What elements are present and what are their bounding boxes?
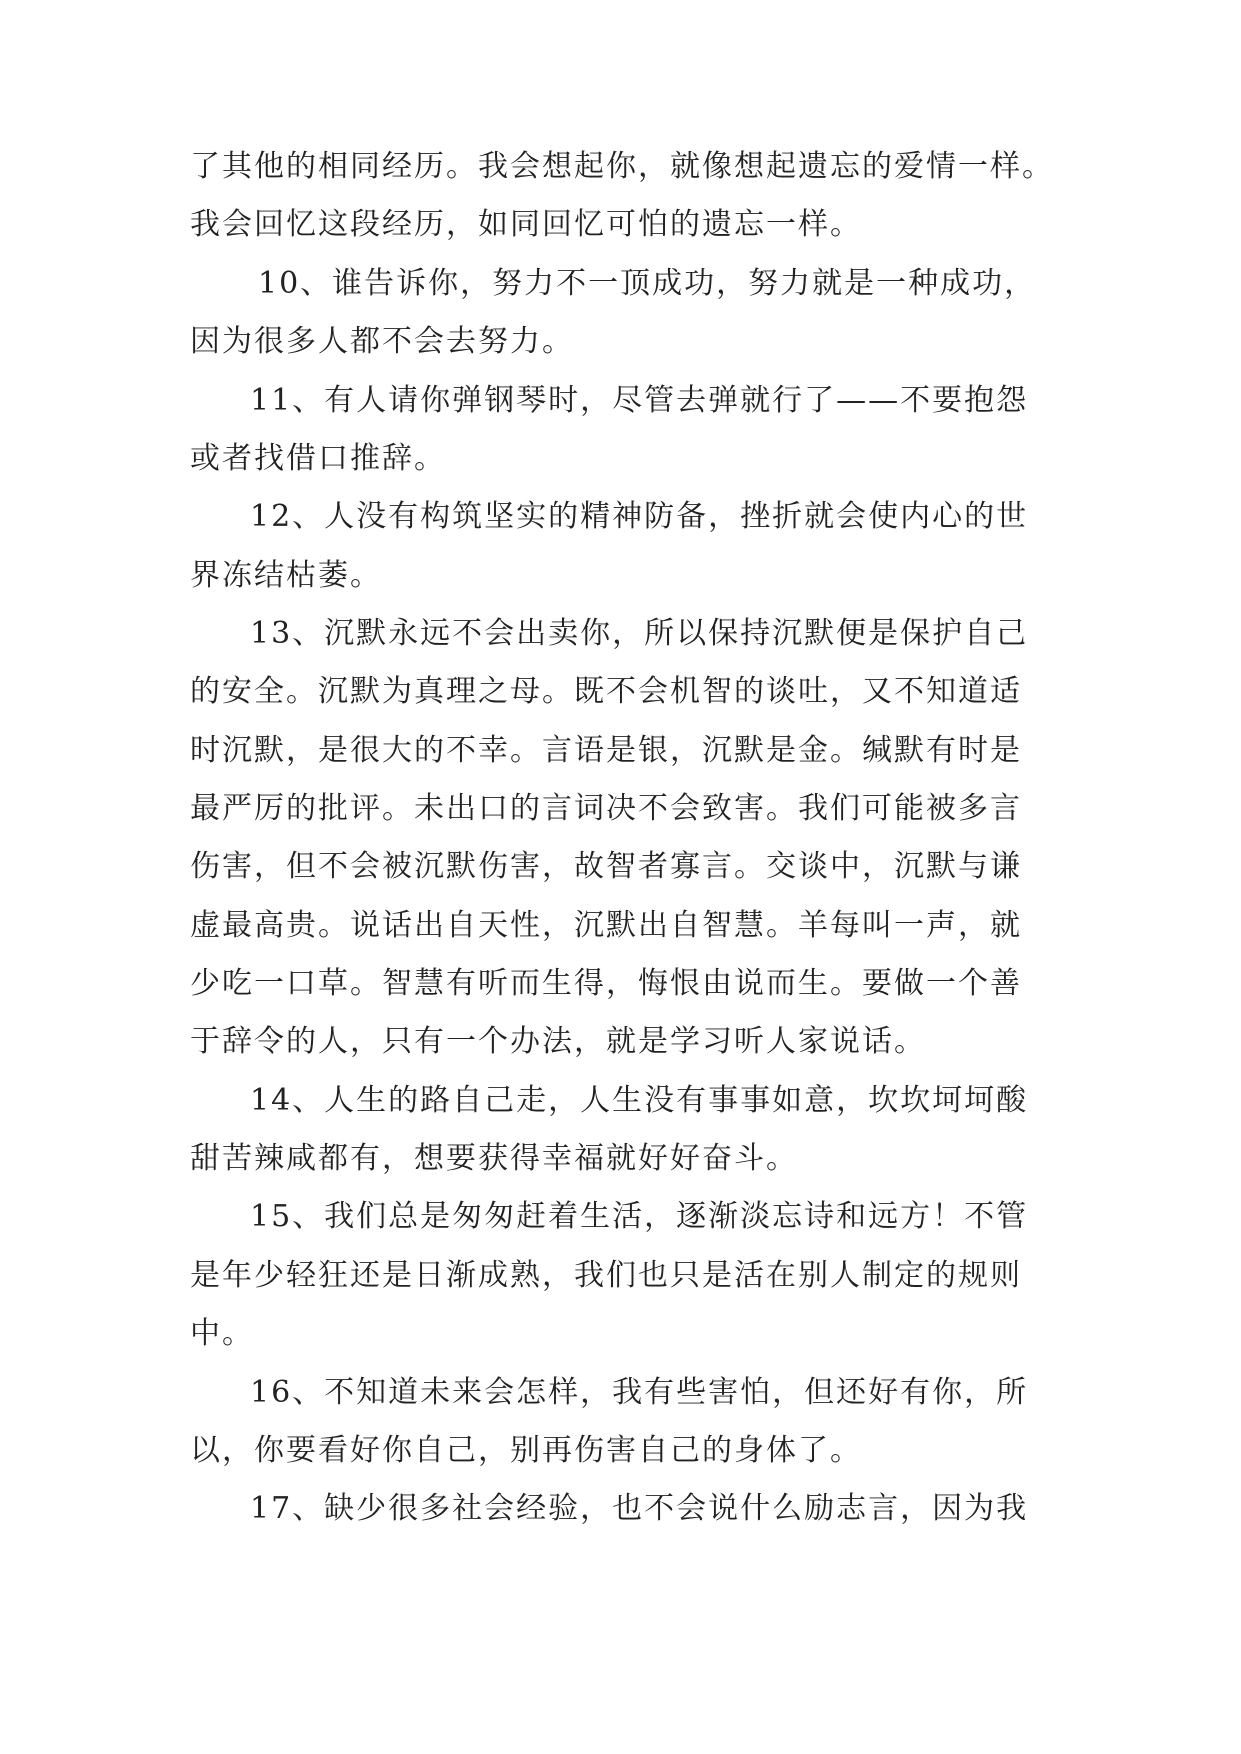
text-line: 甜苦辣咸都有，想要获得幸福就好好奋斗。: [190, 1141, 798, 1176]
text-line: 16、不知道未来会怎样，我有些害怕，但还好有你，所: [250, 1375, 1029, 1410]
text-line: 中。: [190, 1316, 254, 1351]
text-line: 15、我们总是匆匆赶着生活，逐渐淡忘诗和远方！不管: [250, 1199, 1029, 1234]
text-line: 11、有人请你弹钢琴时，尽管去弹就行了——不要抱怨: [250, 383, 1029, 418]
text-line: 14、人生的路自己走，人生没有事事如意，坎坎坷坷酸: [250, 1083, 1029, 1118]
text-line: 因为很多人都不会去努力。: [190, 324, 574, 359]
text-line: 10、谁告诉你，努力不一顶成功，努力就是一种成功，: [258, 266, 1037, 301]
text-line: 伤害，但不会被沉默伤害，故智者寡言。交谈中，沉默与谦: [190, 849, 1022, 884]
text-line: 时沉默，是很大的不幸。言语是银，沉默是金。缄默有时是: [190, 733, 1022, 768]
text-line: 13、沉默永远不会出卖你，所以保持沉默便是保护自己: [250, 616, 1029, 651]
text-line: 以，你要看好你自己，别再伤害自己的身体了。: [190, 1433, 862, 1468]
text-line: 了其他的相同经历。我会想起你，就像想起遗忘的爱情一样。: [190, 149, 1054, 184]
text-line: 我会回忆这段经历，如同回忆可怕的遗忘一样。: [190, 207, 862, 242]
text-line: 或者找借口推辞。: [190, 441, 446, 476]
text-line: 少吃一口草。智慧有听而生得，悔恨由说而生。要做一个善: [190, 966, 1022, 1001]
text-line: 界冻结枯萎。: [190, 558, 382, 593]
text-line: 是年少轻狂还是日渐成熟，我们也只是活在别人制定的规则: [190, 1258, 1022, 1293]
text-line: 12、人没有构筑坚实的精神防备，挫折就会使内心的世: [250, 499, 1029, 534]
text-line: 于辞令的人，只有一个办法，就是学习听人家说话。: [190, 1024, 926, 1059]
text-line: 虚最高贵。说话出自天性，沉默出自智慧。羊每叫一声，就: [190, 908, 1022, 943]
text-line: 最严厉的批评。未出口的言词决不会致害。我们可能被多言: [190, 791, 1022, 826]
text-line: 17、缺少很多社会经验，也不会说什么励志言，因为我: [250, 1491, 1029, 1526]
text-line: 的安全。沉默为真理之母。既不会机智的谈吐，又不知道适: [190, 674, 1022, 709]
